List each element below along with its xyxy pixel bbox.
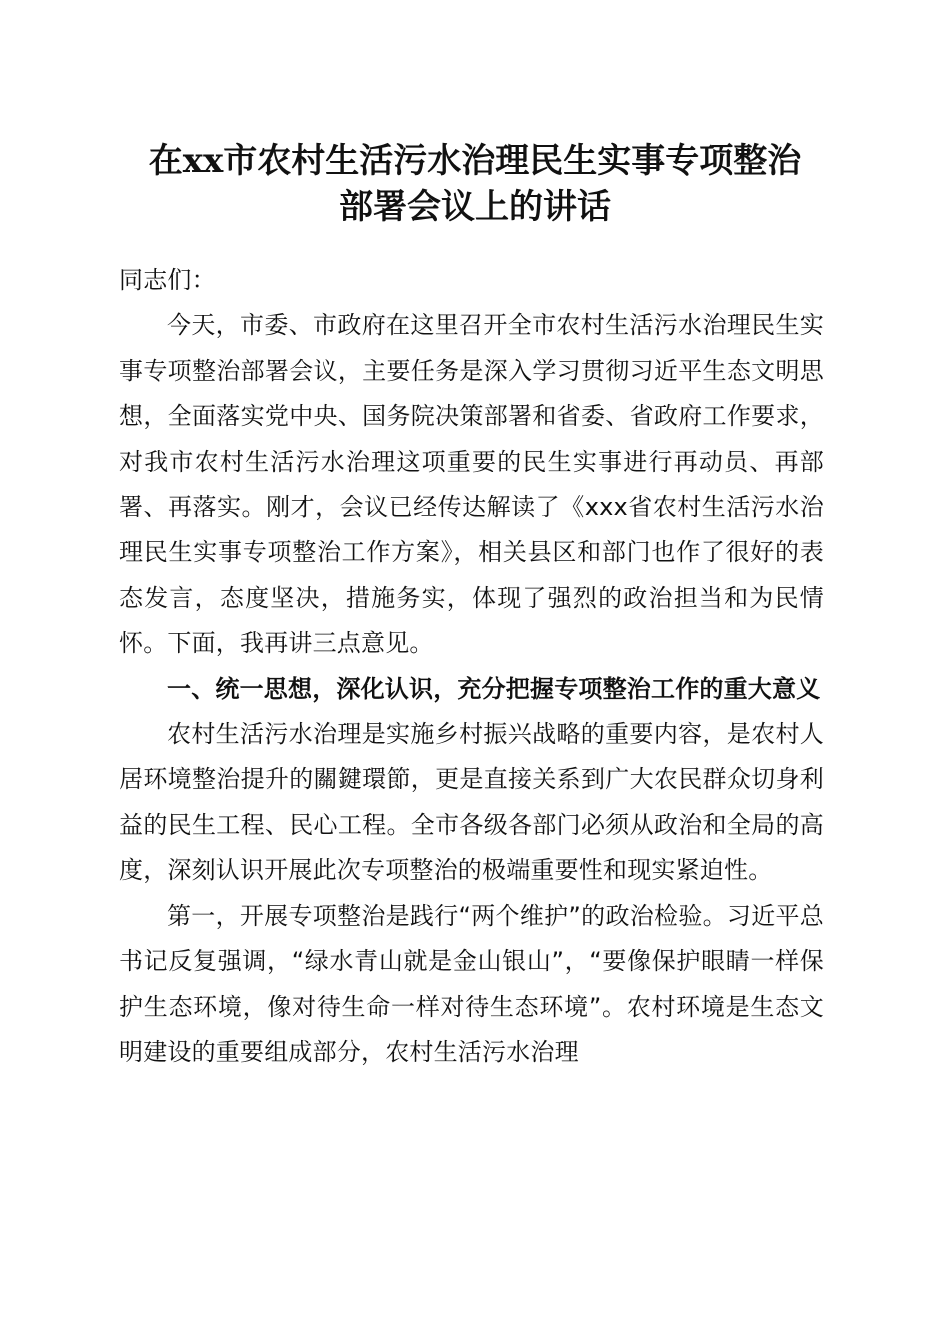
opening-paragraph: 今天，市委、市政府在这里召开全市农村生活污水治理民生实事专项整治部署会议，主要任务是深入学习贯彻习近平生态文明思想，全面落实党中央、国务院决策部署和省委、省政府工作要求，对我市农村生活污水治理这项重要的民生实事进行再动员、再部署、再落实。刚才，会议已经传达解读了《xxx省农村生活污水治理民生实事专项整治工作方案》，相关县区和部门也作了很好的表态发言，态度坚决，措施务实，体现了强烈的政治担当和为民情怀。下面，我再讲三点意见。 [119, 311, 824, 658]
body-paragraph: 第一，开展专项整治是践行“两个维护”的政治检验。习近平总书记反复强调，“绿水青山就是金山银山”，“要像保护眼睛一样保护生态环境，像对待生命一样对待生态环境”。农村环境是生态文明建设的重要组成部分，农村生活污水治理 [119, 901, 824, 1066]
salutation: 同志们： [119, 266, 216, 294]
document-title-line2: 部署会议上的讲话 [339, 187, 611, 227]
body-paragraph: 农村生活污水治理是实施乡村振兴战略的重要内容，是农村人居环境整治提升的關鍵環節，更是直接关系到广大农民群众切身利益的民生工程、民心工程。全市各级各部门必须从政治和全局的高度，深刻认识开展此次专项整治的极端重要性和现实紧迫性。 [119, 720, 824, 885]
document-title-line1: 在xx市农村生活污水治理民生实事专项整治 [148, 141, 802, 181]
document-body [119, 258, 824, 1075]
section-heading: 一、统一思想，深化认识，充分把握专项整治工作的重大意义 [167, 674, 821, 703]
